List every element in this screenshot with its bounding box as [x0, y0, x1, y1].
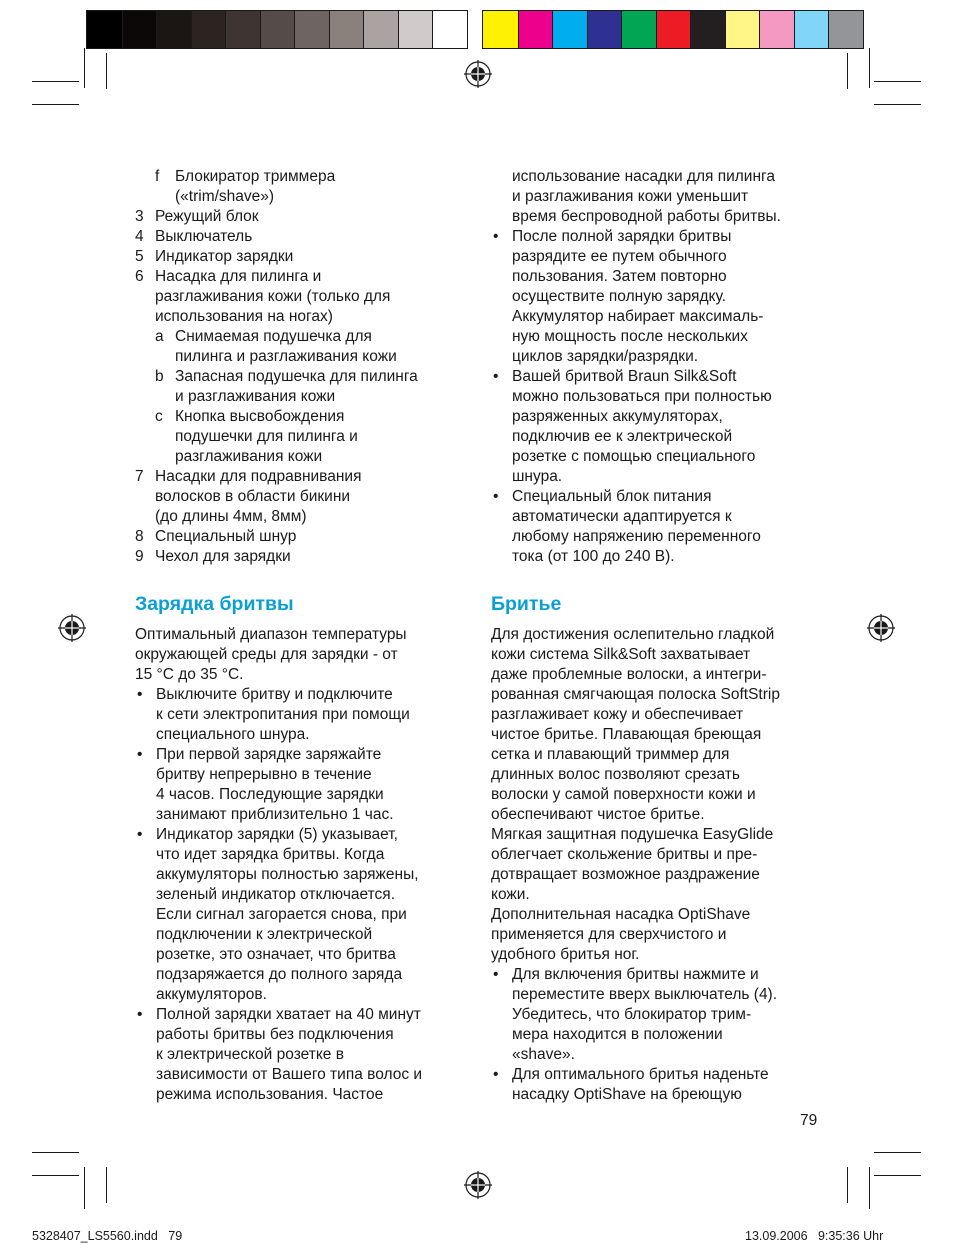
- bullet-icon: •: [493, 488, 499, 505]
- crop-mark: [869, 1167, 870, 1209]
- text-line: Запасная подушечка для пилинга: [175, 368, 418, 385]
- text-line: любому напряжению переменного: [512, 528, 761, 545]
- text-line: автоматически адаптируется к: [512, 508, 732, 525]
- text-line: Аккумулятор набирает максималь-: [512, 308, 764, 325]
- bullet-icon: •: [137, 1006, 143, 1023]
- text-line: сетка и плавающий триммер для: [491, 746, 730, 763]
- color-swatch: [690, 11, 725, 48]
- charging-continuation: [512, 167, 832, 227]
- text-line: Для оптимального бритья наденьте: [512, 1066, 769, 1083]
- color-swatch: [122, 11, 157, 48]
- text-line: («trim/shave»): [175, 188, 275, 205]
- charging-intro: [135, 625, 475, 685]
- color-swatch: [656, 11, 691, 48]
- bullet-icon: •: [493, 1066, 499, 1083]
- text-line: чистое бритье. Плавающая бреющая: [491, 726, 762, 743]
- list-item-number: 8: [135, 528, 144, 545]
- text-line: осуществите полную зарядку.: [512, 288, 726, 305]
- list-item-number: 6: [135, 268, 144, 285]
- text-line: Чехол для зарядки: [155, 548, 291, 565]
- text-line: подключив ее к электрической: [512, 428, 733, 445]
- text-line: режима использования. Частое: [156, 1086, 384, 1103]
- list-item: [135, 407, 475, 467]
- text-line: Индикатор зарядки: [155, 248, 294, 265]
- footer-timestamp: 13.09.2006 9:35:36 Uhr: [745, 1229, 884, 1243]
- text-line: Специальный блок питания: [512, 488, 712, 505]
- crop-mark: [106, 53, 107, 89]
- text-line: Выключите бритву и подключите: [156, 686, 393, 703]
- text-line: Выключатель: [155, 228, 253, 245]
- text-line: Насадки для подравнивания: [155, 468, 362, 485]
- crop-mark: [874, 81, 921, 82]
- list-item-number: 5: [135, 248, 144, 265]
- text-line: шнура.: [512, 468, 563, 485]
- bullet-item: [135, 1005, 475, 1105]
- text-line: пилинга и разглаживания кожи: [175, 348, 397, 365]
- text-line: Снимаемая подушечка для: [175, 328, 372, 345]
- crop-mark: [874, 1175, 921, 1176]
- text-line: зеленый индикатор отключается.: [156, 886, 396, 903]
- text-line: зависимости от Вашего типа волос и: [156, 1066, 423, 1083]
- text-line: подзаряжается до полного заряда: [156, 966, 403, 983]
- paragraph: [491, 625, 831, 825]
- text-line: использование насадки для пилинга: [512, 168, 775, 185]
- color-swatch: [329, 11, 364, 48]
- text-line: Убедитесь, что блокиратор трим-: [512, 1006, 752, 1023]
- text-line: окружающей среды для зарядки - от: [135, 646, 398, 663]
- charging-heading: Зарядка бритвы: [135, 593, 294, 615]
- text-line: аккумуляторы полностью заряжены,: [156, 866, 419, 883]
- grayscale-color-bar: [86, 10, 468, 49]
- parts-list: [135, 167, 475, 567]
- color-swatch: [518, 11, 553, 48]
- process-color-bar: [482, 10, 864, 49]
- text-line: волосков в области бикини: [155, 488, 351, 505]
- paragraph: [491, 905, 831, 965]
- text-line: Для включения бритвы нажмите и: [512, 966, 759, 983]
- text-line: специального шнура.: [156, 726, 310, 743]
- list-item: [135, 207, 475, 227]
- text-line: обеспечивают чистое бритье.: [491, 806, 705, 823]
- bullet-icon: •: [137, 746, 143, 763]
- bullet-item: [135, 685, 475, 745]
- registration-mark-icon: [867, 614, 895, 642]
- bullet-icon: •: [493, 368, 499, 385]
- text-line: удобного бритья ног.: [491, 946, 640, 963]
- bullet-item: [491, 965, 831, 1065]
- bullet-item: [491, 367, 831, 487]
- text-line: Для достижения ослепительно гладкой: [491, 626, 775, 643]
- list-item: [135, 467, 475, 527]
- list-item: [135, 547, 475, 567]
- crop-mark: [869, 48, 870, 88]
- list-item: [135, 167, 475, 207]
- text-line: розетке, это означает, что бритва: [156, 946, 396, 963]
- text-line: подключении к электрической: [156, 926, 373, 943]
- bullet-icon: •: [493, 966, 499, 983]
- text-line: что идет зарядка бритвы. Когда: [156, 846, 385, 863]
- color-swatch: [191, 11, 226, 48]
- list-item: [135, 267, 475, 327]
- text-line: облегчает скольжение бритвы и пре-: [491, 846, 758, 863]
- text-line: Вашей бритвой Braun Silk&Soft: [512, 368, 737, 385]
- color-swatch: [87, 11, 122, 48]
- shaving-bullets: [491, 965, 831, 1105]
- shaving-heading: Бритье: [491, 593, 562, 615]
- text-line: Специальный шнур: [155, 528, 297, 545]
- bullet-item: [491, 227, 831, 367]
- color-swatch: [156, 11, 191, 48]
- registration-mark-icon: [58, 614, 86, 642]
- text-line: использования на ногах): [155, 308, 333, 325]
- color-swatch: [725, 11, 760, 48]
- crop-mark: [84, 1167, 85, 1209]
- crop-mark: [106, 1167, 107, 1203]
- color-swatch: [225, 11, 260, 48]
- text-line: работы бритвы без подключения: [156, 1026, 394, 1043]
- text-line: переместите вверх выключатель (4).: [512, 986, 778, 1003]
- list-item-number: c: [155, 408, 163, 425]
- text-line: циклов зарядки/разрядки.: [512, 348, 699, 365]
- text-line: даже проблемные волоски, а интегри-: [491, 666, 767, 683]
- crop-mark: [32, 1175, 79, 1176]
- shaving-paragraphs: [491, 625, 831, 965]
- color-swatch: [398, 11, 433, 48]
- color-swatch: [294, 11, 329, 48]
- text-line: к электрической розетке в: [156, 1046, 344, 1063]
- text-line: бритву непрерывно в течение: [156, 766, 372, 783]
- color-swatch: [587, 11, 622, 48]
- text-line: Если сигнал загорается снова, при: [156, 906, 407, 923]
- text-line: кожи.: [491, 886, 530, 903]
- list-item-number: 7: [135, 468, 144, 485]
- color-swatch: [363, 11, 398, 48]
- text-line: Кнопка высвобождения: [175, 408, 345, 425]
- list-item: [135, 327, 475, 367]
- text-line: «shave».: [512, 1046, 575, 1063]
- list-item: [135, 227, 475, 247]
- list-item: [135, 247, 475, 267]
- charging-bullets: [135, 685, 475, 1105]
- text-line: ную мощность после нескольких: [512, 328, 748, 345]
- list-item: [135, 527, 475, 547]
- footer-file-info: 5328407_LS5560.indd 79: [32, 1229, 183, 1243]
- text-line: пользования. Затем повторно: [512, 268, 727, 285]
- text-line: 15 °C до 35 °C.: [135, 666, 244, 683]
- text-line: розетке с помощью специального: [512, 448, 756, 465]
- bullet-icon: •: [137, 826, 143, 843]
- crop-mark: [32, 104, 79, 105]
- text-line: Мягкая защитная подушечка EasyGlide: [491, 826, 774, 843]
- text-line: кожи система Silk&Soft захватывает: [491, 646, 751, 663]
- list-item-number: a: [155, 328, 164, 345]
- text-line: Полной зарядки хватает на 40 минут: [156, 1006, 421, 1023]
- color-swatch: [483, 11, 518, 48]
- text-line: Насадка для пилинга и: [155, 268, 322, 285]
- text-line: разглаживания кожи (только для: [155, 288, 391, 305]
- text-line: дотвращает возможное раздражение: [491, 866, 760, 883]
- crop-mark: [847, 1167, 848, 1203]
- bullet-icon: •: [493, 228, 499, 245]
- text-line: длинных волос позволяют срезать: [491, 766, 740, 783]
- text-line: разрядите ее путем обычного: [512, 248, 727, 265]
- text-line: После полной зарядки бритвы: [512, 228, 732, 245]
- list-item-number: 3: [135, 208, 144, 225]
- text-line: и разглаживания кожи: [175, 388, 336, 405]
- text-line: рованная смягчающая полоска SoftStrip: [491, 686, 780, 703]
- bullet-item: [491, 1065, 831, 1105]
- list-item-number: f: [155, 168, 160, 185]
- text-line: волоски у самой поверхности кожи и: [491, 786, 756, 803]
- text-line: занимают приблизительно 1 час.: [156, 806, 394, 823]
- crop-mark: [874, 104, 921, 105]
- bullet-item: [135, 825, 475, 1005]
- color-swatch: [828, 11, 863, 48]
- text-line: применяется для сверхчистого и: [491, 926, 727, 943]
- crop-mark: [847, 53, 848, 89]
- text-line: к сети электропитания при помощи: [156, 706, 410, 723]
- page-number: 79: [800, 1112, 818, 1129]
- text-line: Оптимальный диапазон температуры: [135, 626, 407, 643]
- crop-mark: [32, 81, 79, 82]
- list-item-number: 4: [135, 228, 144, 245]
- color-swatch: [794, 11, 829, 48]
- text-line: время беспроводной работы бритвы.: [512, 208, 781, 225]
- list-item: [135, 367, 475, 407]
- bullet-item: [491, 487, 831, 567]
- color-swatch: [759, 11, 794, 48]
- charging-tips-bullets: [491, 227, 831, 567]
- paragraph: [491, 825, 831, 905]
- text-line: разряженных аккумуляторах,: [512, 408, 723, 425]
- text-line: Индикатор зарядки (5) указывает,: [156, 826, 398, 843]
- color-swatch: [260, 11, 295, 48]
- registration-mark-icon: [464, 60, 492, 88]
- bullet-item: [135, 745, 475, 825]
- text-line: и разглаживания кожи уменьшит: [512, 188, 749, 205]
- registration-mark-icon: [464, 1171, 492, 1199]
- text-line: Режущий блок: [155, 208, 259, 225]
- text-line: тока (от 100 до 240 В).: [512, 548, 675, 565]
- list-item-number: 9: [135, 548, 144, 565]
- crop-mark: [84, 48, 85, 88]
- text-line: можно пользоваться при полностью: [512, 388, 772, 405]
- text-line: разглаживает кожу и обеспечивает: [491, 706, 744, 723]
- text-line: аккумуляторов.: [156, 986, 267, 1003]
- color-swatch: [621, 11, 656, 48]
- text-line: 4 часов. Последующие зарядки: [156, 786, 384, 803]
- list-item-number: b: [155, 368, 164, 385]
- text-line: насадку OptiShave на бреющую: [512, 1086, 742, 1103]
- text-line: подушечки для пилинга и: [175, 428, 358, 445]
- text-line: мера находится в положении: [512, 1026, 723, 1043]
- bullet-icon: •: [137, 686, 143, 703]
- text-line: (до длины 4мм, 8мм): [155, 508, 307, 525]
- text-line: разглаживания кожи: [175, 448, 323, 465]
- crop-mark: [874, 1152, 921, 1153]
- crop-mark: [32, 1152, 79, 1153]
- text-line: Блокиратор триммера: [175, 168, 336, 185]
- color-swatch: [432, 11, 467, 48]
- text-line: Дополнительная насадка OptiShave: [491, 906, 751, 923]
- text-line: При первой зарядке заряжайте: [156, 746, 382, 763]
- color-swatch: [552, 11, 587, 48]
